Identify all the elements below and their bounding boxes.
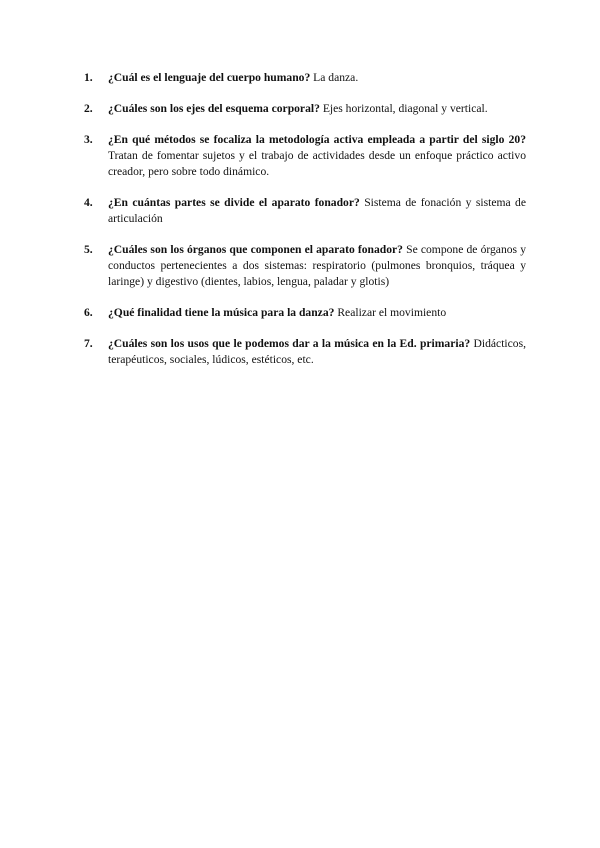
question-item-6 [84,305,526,321]
question-number: 3. [84,133,93,146]
answer-text: Realizar el movimiento [337,306,447,319]
answer-text: Didácticos, terapéuticos, sociales, lúdicos, estéticos, etc. [108,337,526,366]
question-text: ¿Qué finalidad tiene la música para la danza? [108,306,335,319]
answer-text: Ejes horizontal, diagonal y vertical. [322,102,488,115]
question-text: ¿Cuáles son los ejes del esquema corporal? [108,102,320,115]
answer-text: Sistema de fonación y sistema de articulación [108,196,526,225]
answer-text: Se compone de órganos y conductos pertenecientes a dos sistemas: respiratorio (pulmones bronquios, tráquea y laringe) y digestivo (dientes, labios, lengua, paladar y glotis) [108,243,526,288]
question-item-1 [84,70,526,86]
question-item-7 [84,336,526,368]
question-text: ¿En cuántas partes se divide el aparato fonador? [108,196,360,209]
question-text: ¿Cuál es el lenguaje del cuerpo humano? [108,71,311,84]
question-number: 1. [84,71,93,84]
answer-text: La danza. [313,71,359,84]
question-number: 2. [84,102,93,115]
question-text: ¿Cuáles son los órganos que componen el aparato fonador? [108,243,403,256]
question-number: 7. [84,337,93,350]
question-list [84,70,526,383]
question-item-3 [84,132,526,180]
question-text: ¿En qué métodos se focaliza la metodología activa empleada a partir del siglo 20? [108,133,526,146]
question-item-2 [84,101,526,117]
question-number: 5. [84,243,93,256]
question-item-4 [84,195,526,227]
question-text: ¿Cuáles son los usos que le podemos dar a la música en la Ed. primaria? [108,337,471,350]
question-number: 4. [84,196,93,209]
answer-text: Tratan de fomentar sujetos y el trabajo de actividades desde un enfoque práctico activo creador, pero sobre todo dinámico. [108,149,526,178]
question-number: 6. [84,306,93,319]
question-item-5 [84,242,526,290]
